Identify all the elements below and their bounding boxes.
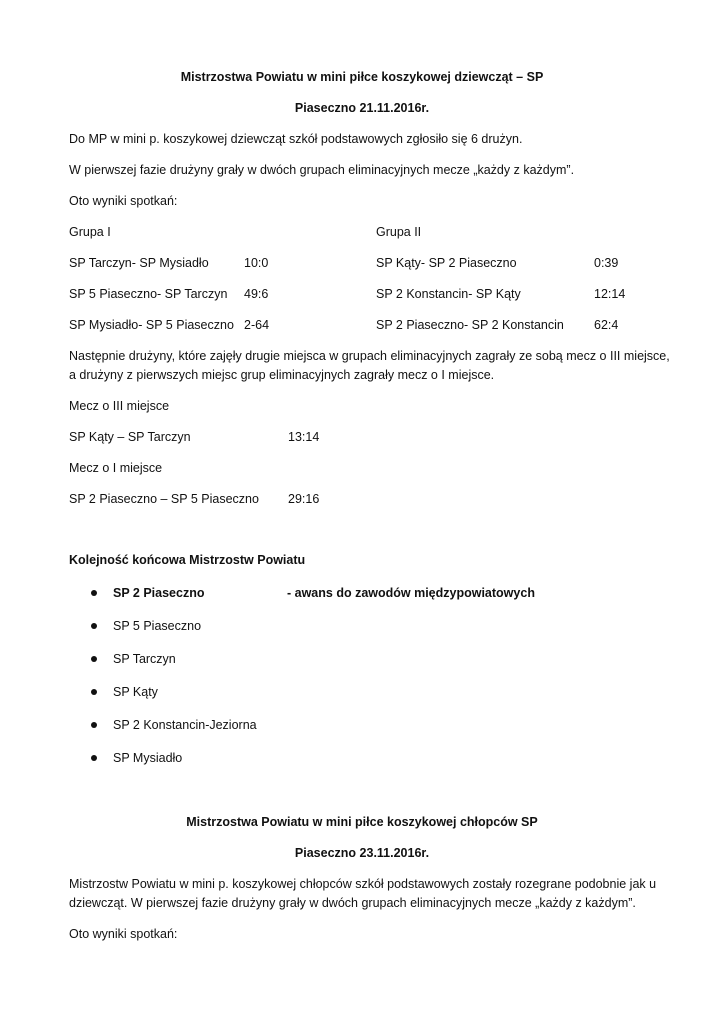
first-place-score: 29:16: [288, 492, 320, 506]
boys-title-line2: Piaseczno 23.11.2016r.: [294, 846, 430, 860]
final-ranking-item-3: SP Tarczyn: [113, 652, 176, 666]
final-ranking-item-2: SP 5 Piaseczno: [113, 619, 202, 633]
final-ranking-item-4: SP Kąty: [113, 685, 158, 699]
girls-results-label: Oto wyniki spotkań:: [69, 194, 178, 208]
boys-title-line1: Mistrzostwa Powiatu w mini piłce koszykowej chłopców SP: [186, 815, 538, 829]
bullet-icon: [91, 590, 97, 596]
group1-match2-teams: SP 5 Piaseczno- SP Tarczyn: [69, 287, 228, 301]
bullet-icon: [91, 689, 97, 695]
girls-title-line2: Piaseczno 21.11.2016r.: [294, 101, 430, 115]
group1-match2-score: 49:6: [244, 287, 269, 301]
bullet-icon: [91, 722, 97, 728]
bullet-icon: [91, 623, 97, 629]
group1-match3-score: 2-64: [244, 318, 270, 332]
bullet-icon: [91, 755, 97, 761]
girls-next-line1: Następnie drużyny, które zajęły drugie miejsca w grupach eliminacyjnych zagrały ze sobą mecz o III miejsce,: [69, 349, 670, 363]
third-place-score: 13:14: [288, 430, 320, 444]
final-ranking-item-5: SP 2 Konstancin-Jeziorna: [113, 718, 257, 732]
group2-match2-teams: SP 2 Konstancin- SP Kąty: [376, 287, 521, 301]
group2-match3-teams: SP 2 Piaseczno- SP 2 Konstancin: [376, 318, 564, 332]
final-ranking-label: Kolejność końcowa Mistrzostw Powiatu: [69, 553, 306, 567]
girls-title-line1: Mistrzostwa Powiatu w mini piłce koszykowej dziewcząt – SP: [180, 70, 544, 84]
first-place-label: Mecz o I miejsce: [69, 461, 163, 475]
group1-match1-score: 10:0: [244, 256, 269, 270]
final-ranking-item-6: SP Mysiadło: [113, 751, 183, 765]
group2-match1-teams: SP Kąty- SP 2 Piaseczno: [376, 256, 517, 270]
third-place-label: Mecz o III miejsce: [69, 399, 170, 413]
bullet-icon: [91, 656, 97, 662]
group1-match1-teams: SP Tarczyn- SP Mysiadło: [69, 256, 209, 270]
group1-label: Grupa I: [69, 225, 111, 239]
group2-match1-score: 0:39: [594, 256, 619, 270]
group2-label: Grupa II: [376, 225, 422, 239]
first-place-teams: SP 2 Piaseczno – SP 5 Piaseczno: [69, 492, 259, 506]
group2-match3-score: 62:4: [594, 318, 619, 332]
girls-next-line2: a drużyny z pierwszych miejsc grup eliminacyjnych zagrały mecz o I miejsce.: [69, 368, 495, 382]
final-ranking-item-1: SP 2 Piaseczno: [113, 586, 205, 600]
boys-results-label: Oto wyniki spotkań:: [69, 927, 178, 941]
group2-match2-score: 12:14: [594, 287, 626, 301]
girls-intro-line2: W pierwszej fazie drużyny grały w dwóch grupach eliminacyjnych mecze „każdy z każdym”.: [69, 163, 575, 177]
third-place-teams: SP Kąty – SP Tarczyn: [69, 430, 191, 444]
boys-intro-line1: Mistrzostw Powiatu w mini p. koszykowej chłopców szkół podstawowych zostały rozegrane podobnie jak u: [69, 877, 657, 891]
girls-intro-line1: Do MP w mini p. koszykowej dziewcząt szkół podstawowych zgłosiło się 6 drużyn.: [69, 132, 523, 146]
final-ranking-item-1-note: - awans do zawodów międzypowiatowych: [287, 586, 535, 600]
group1-match3-teams: SP Mysiadło- SP 5 Piaseczno: [69, 318, 234, 332]
boys-intro-line2: dziewcząt. W pierwszej fazie drużyny grały w dwóch grupach eliminacyjnych mecze „każdy z każdym”.: [69, 896, 636, 910]
